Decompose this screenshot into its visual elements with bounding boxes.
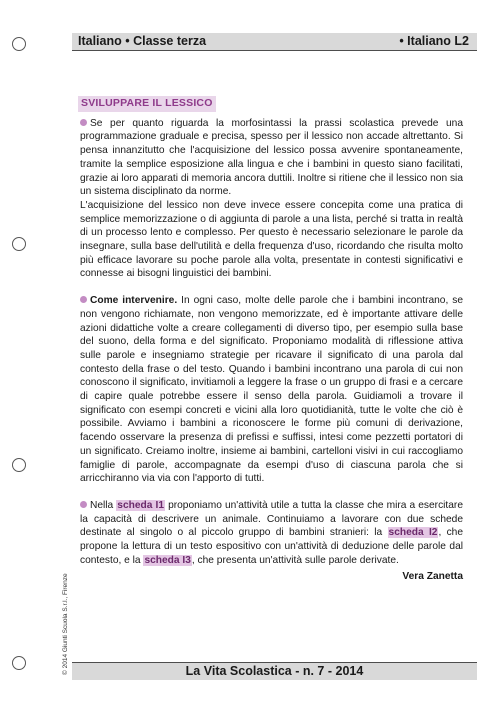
- copyright-text: © 2014 Giunti Scuola S.r.l., Firenze: [62, 573, 69, 675]
- bullet-icon: [80, 501, 87, 508]
- page-footer: La Vita Scolastica - n. 7 - 2014: [72, 662, 477, 680]
- worksheet-ref-i2: scheda I2: [388, 527, 438, 539]
- section-title: SVILUPPARE IL LESSICO: [78, 96, 216, 112]
- copyright-credit: [62, 535, 70, 675]
- paragraph-worksheets: [80, 499, 463, 568]
- bullet-icon: [80, 119, 87, 126]
- binder-hole: [12, 237, 26, 251]
- binder-hole: [12, 656, 26, 670]
- binder-hole: [12, 458, 26, 472]
- header-section: • Italiano L2: [399, 34, 469, 48]
- worksheet-ref-i3: scheda I3: [144, 554, 191, 566]
- header-subject: Italiano • Classe terza: [78, 34, 207, 48]
- bullet-icon: [80, 296, 87, 303]
- paragraph-intro-text: Se per quanto riguarda la morfosintassi la prassi scolastica prevede una programmazione graduale e precisa, spesso per il lessico non accade altrettanto. Si pensa innanzitutto che l'acquisizione del lessico possa avvenire spontaneamente, tramite la semplice esposizione alla lingua e che i bambini in questo siano facilitati, grazie ai loro apparati di memoria ancora duttili. Inoltre si ritiene che il lessico non sia un sistema disciplinato da norme.: [80, 117, 463, 198]
- worksheet-ref-i1: scheda I1: [117, 499, 164, 511]
- paragraph-intro: [80, 117, 463, 199]
- paragraph-method: [80, 294, 463, 486]
- author-signature: Vera Zanetta: [402, 570, 463, 582]
- worksheets-text: Nella: [90, 499, 117, 511]
- paragraph-acquisition: L'acquisizione del lessico non deve invece essere concepita come una pratica di semplice memorizzazione o di aggiunta di parole a una lista, perché si tratta in realtà di un processo lento e complesso. Per questo è necessario selezionare le parole da insegnare, sulla base dell'utilità e della frequenza d'uso, ricordando che risulta molto più efficace lavorare su poche parole alla volta, presentate in contesti significativi e connesse ai bisogni linguistici dei bambini.: [80, 199, 463, 280]
- worksheets-text: proponiamo un'attività utile a tutta la classe che mira a esercitare la capacità di descrivere un animale. Continuiamo a lavorare con due schede destinate al singolo o al piccolo gruppo di bambini stranieri: la: [80, 499, 463, 539]
- paragraph-method-text: In ogni caso, molte delle parole che i bambini incontrano, se non vengono richiamate, non vengono memorizzate, ed è importante attivare delle azioni didattiche volte a creare collegamenti di diverso tipo, per esempio sulla base del suono, della forma e del significato. Proponiamo modalità di riflessione attiva sulle parole e insegniamo strategie per ricavare il significato di una parola dal contesto della frase o del testo. Quando i bambini incontrano una parola di cui non conoscono il significato, invitiamoli a leggere la frase o un gruppo di frasi e a cercare di capire quale potrebbe essere il senso della parola. Guidiamoli a trovare il significato con esempi concreti e vicini alla loro quotidianità, tutte le volte che ciò è possibile. Avviamo i bambini a riconoscere le forme più comuni di derivazione, facendo osservare la presenza di prefissi e suffissi, intesi come pezzetti portatori di un significato. Creiamo inoltre, insieme ai bambini, cartelloni visivi in cui raccogliamo famiglie di parole, accompagnate da esempi d'uso di ciascuna parola che si arricchiranno via via con l'apporto di tutti.: [80, 295, 464, 485]
- article-body: [80, 96, 463, 583]
- worksheets-text: , che presenta un'attività sulle parole derivate.: [191, 554, 399, 566]
- worksheets-text: , che propone la lettura di un testo espositivo con un'attività di deduzione delle parole dal contesto, e la: [80, 527, 464, 566]
- paragraph-method-lead: Come intervenire.: [90, 295, 178, 307]
- page-header: [72, 33, 477, 51]
- binder-hole: [12, 37, 26, 51]
